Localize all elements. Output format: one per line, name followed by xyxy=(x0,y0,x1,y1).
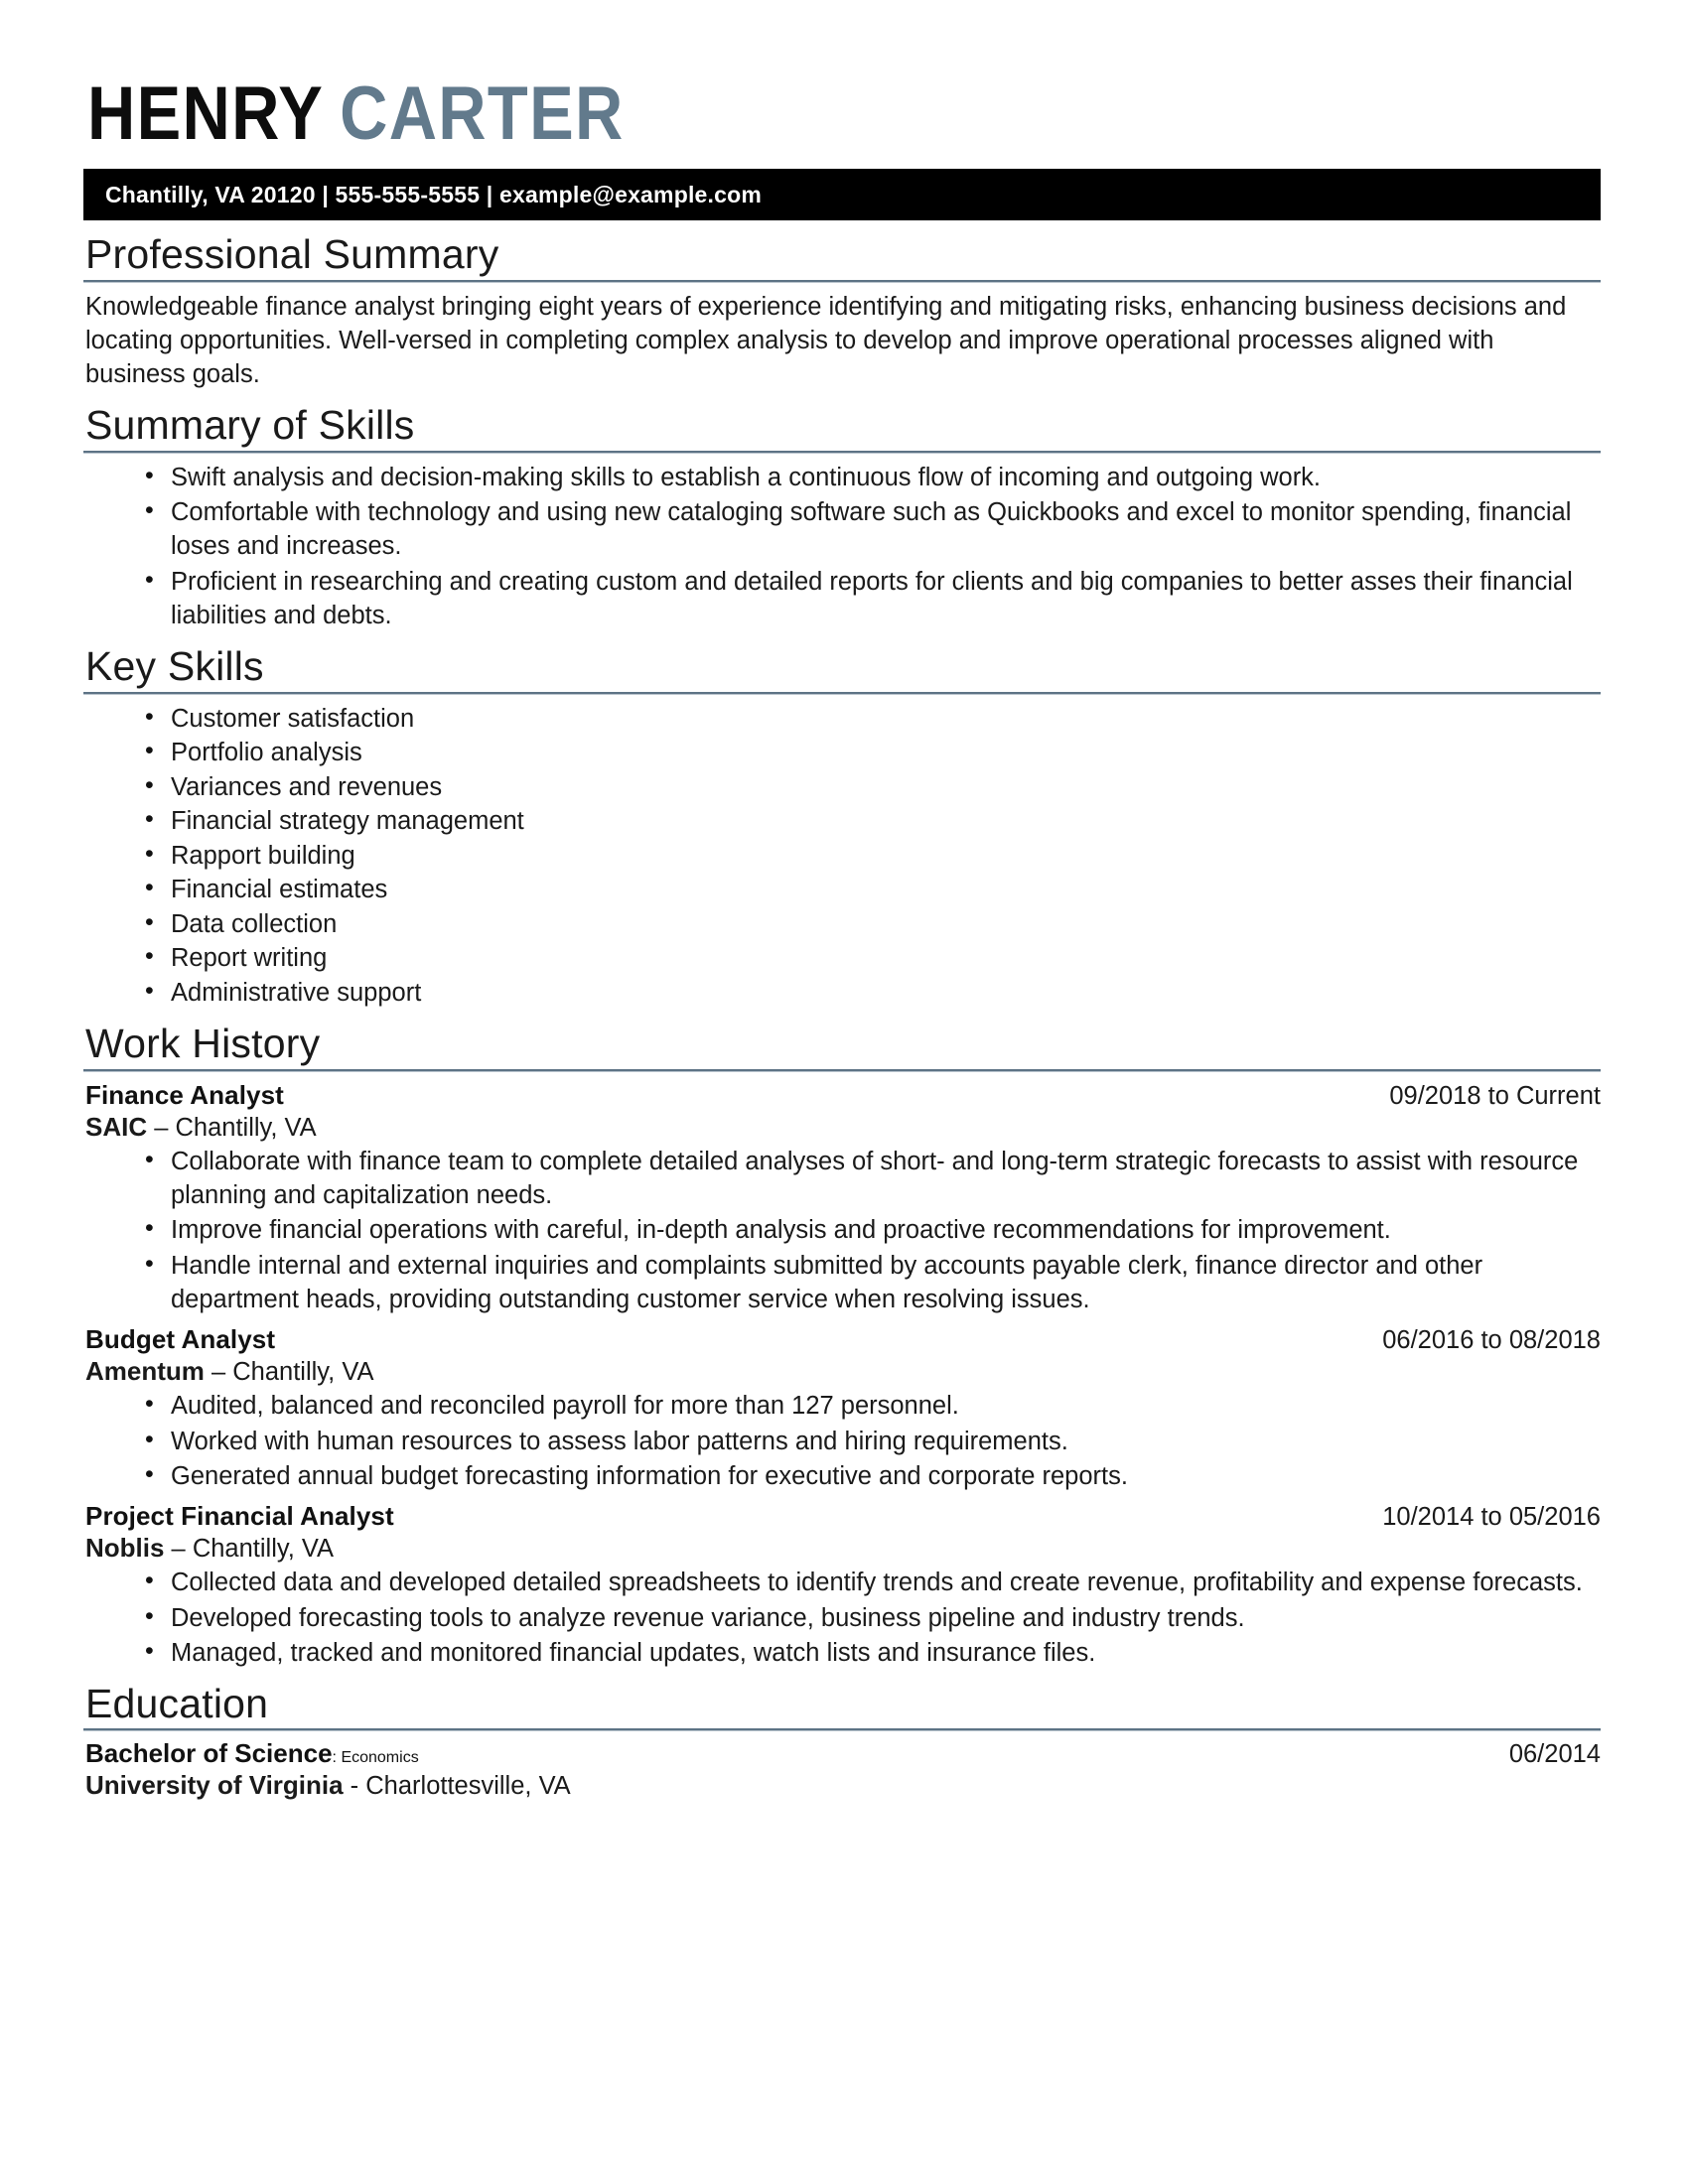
list-item: • Rapport building xyxy=(145,839,1601,874)
job-location: Chantilly, VA xyxy=(175,1113,317,1142)
education-field: : Economics xyxy=(332,1749,419,1767)
section-divider xyxy=(83,451,1601,454)
section-title-professional-summary: Professional Summary xyxy=(85,231,499,278)
contact-line: Chantilly, VA 20120 | 555-555-5555 | example@example.com xyxy=(105,181,763,207)
list-item: • Managed, tracked and monitored financial updates, watch lists and insurance files. xyxy=(145,1636,1601,1670)
section-title-work-history: Work History xyxy=(85,1021,321,1067)
job-company-line xyxy=(83,1533,1601,1564)
list-item: • Portfolio analysis xyxy=(145,736,1601,770)
list-item: • Swift analysis and decision-making skills to establish a continuous flow of incoming and outgoing work. xyxy=(145,461,1601,494)
education-school-location: - Charlottesville, VA xyxy=(343,1772,571,1801)
work-history-entry xyxy=(83,1080,1601,1316)
job-company: Noblis xyxy=(85,1533,165,1564)
job-separator: – xyxy=(204,1358,233,1387)
list-item: • Financial strategy management xyxy=(145,804,1601,839)
list-item: • Collaborate with finance team to complete detailed analyses of short- and long-term strategic forecasts to assist with resource planning and capitalization needs. xyxy=(145,1145,1601,1213)
education-school: University of Virginia xyxy=(85,1770,344,1801)
job-dates: 09/2018 to Current xyxy=(1389,1081,1601,1110)
education-degree: Bachelor of Science xyxy=(85,1738,333,1769)
list-item: • Generated annual budget forecasting information for executive and corporate reports. xyxy=(145,1459,1601,1493)
job-separator: – xyxy=(147,1113,176,1142)
job-dates: 06/2016 to 08/2018 xyxy=(1382,1326,1601,1355)
job-bullets-list xyxy=(83,1566,1601,1670)
job-location: Chantilly, VA xyxy=(232,1358,374,1387)
education-degree-line xyxy=(85,1738,419,1769)
key-skills-list xyxy=(83,702,1601,1011)
list-item: • Proficient in researching and creating custom and detailed reports for clients and big companies to better asses their financial liabilities and debts. xyxy=(145,565,1601,633)
job-title: Project Financial Analyst xyxy=(85,1501,394,1532)
name-block xyxy=(83,71,1601,156)
list-item: • Data collection xyxy=(145,907,1601,942)
section-title-summary-of-skills: Summary of Skills xyxy=(85,402,415,449)
job-location: Chantilly, VA xyxy=(192,1535,335,1564)
list-item: • Worked with human resources to assess labor patterns and hiring requirements. xyxy=(145,1425,1601,1458)
list-item: • Audited, balanced and reconciled payroll for more than 127 personnel. xyxy=(145,1389,1601,1423)
section-key-skills xyxy=(83,642,1601,1010)
list-item: • Handle internal and external inquiries and complaints submitted by accounts payable clerk, finance director and other department heads, providing outstanding customer service when resolving issues. xyxy=(145,1249,1601,1317)
job-separator: – xyxy=(164,1535,193,1564)
job-header-row xyxy=(83,1080,1601,1111)
education-degree-row xyxy=(83,1738,1601,1769)
section-title-education: Education xyxy=(85,1681,269,1727)
job-header-row xyxy=(83,1501,1601,1532)
job-bullets-list xyxy=(83,1389,1601,1493)
education-school-line xyxy=(83,1770,1601,1801)
job-dates: 10/2014 to 05/2016 xyxy=(1382,1503,1601,1532)
section-professional-summary xyxy=(83,230,1601,391)
job-bullets-list xyxy=(83,1145,1601,1316)
list-item: • Report writing xyxy=(145,941,1601,976)
summary-of-skills-list xyxy=(83,461,1601,632)
list-item: • Administrative support xyxy=(145,976,1601,1011)
job-title: Budget Analyst xyxy=(85,1324,276,1355)
list-item: • Developed forecasting tools to analyze revenue variance, business pipeline and industry trends. xyxy=(145,1601,1601,1635)
professional-summary-paragraph: Knowledgeable finance analyst bringing eight years of experience identifying and mitigating risks, enhancing business decisions and locating opportunities. Well-versed in completing complex analysis to develop and improve operational processes aligned with business goals. xyxy=(85,292,1567,389)
section-work-history xyxy=(83,1020,1601,1670)
section-education xyxy=(83,1680,1601,1801)
section-divider xyxy=(83,1728,1601,1731)
job-company: SAIC xyxy=(85,1111,148,1142)
section-title-key-skills: Key Skills xyxy=(85,643,264,690)
education-date: 06/2014 xyxy=(1508,1740,1601,1769)
job-title: Finance Analyst xyxy=(85,1079,284,1110)
section-summary-of-skills xyxy=(83,401,1601,632)
job-company-line xyxy=(83,1112,1601,1143)
work-history-entry xyxy=(83,1501,1601,1670)
first-name: HENRY xyxy=(87,71,325,156)
job-company: Amentum xyxy=(85,1356,205,1387)
full-name xyxy=(87,71,1419,156)
work-history-entry xyxy=(83,1324,1601,1493)
list-item: • Financial estimates xyxy=(145,873,1601,907)
last-name: CARTER xyxy=(340,71,625,156)
job-header-row xyxy=(83,1324,1601,1355)
list-item: • Comfortable with technology and using new cataloging software such as Quickbooks and excel to monitor spending, financial loses and increases. xyxy=(145,495,1601,564)
list-item: • Collected data and developed detailed spreadsheets to identify trends and create revenue, profitability and expense forecasts. xyxy=(145,1566,1601,1599)
contact-bar xyxy=(83,169,1601,220)
list-item: • Variances and revenues xyxy=(145,770,1601,805)
job-company-line xyxy=(83,1356,1601,1387)
section-divider xyxy=(83,692,1601,695)
list-item: • Customer satisfaction xyxy=(145,702,1601,737)
section-divider xyxy=(83,1069,1601,1072)
section-divider xyxy=(83,280,1601,283)
list-item: • Improve financial operations with careful, in-depth analysis and proactive recommendations for improvement. xyxy=(145,1213,1601,1247)
